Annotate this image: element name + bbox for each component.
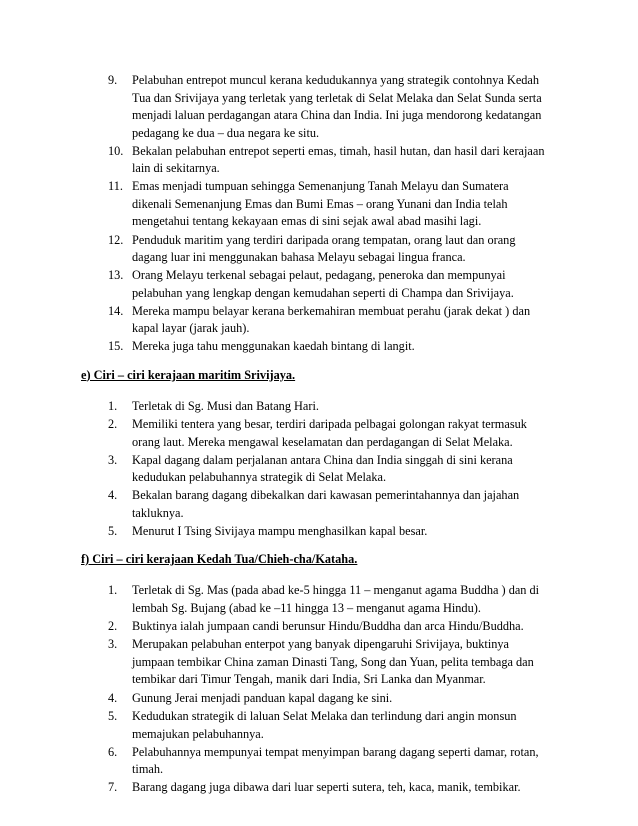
list-item <box>108 690 548 708</box>
list-item <box>108 178 548 231</box>
list-text: Terletak di Sg. Musi dan Batang Hari. <box>132 398 319 413</box>
list-item <box>108 523 548 541</box>
list-number: 7. <box>108 780 118 794</box>
list-item <box>108 779 548 797</box>
list-text: Kedudukan strategik di laluan Selat Melaka dan terlindung dari angin monsun memajukan pelabuhannya. <box>132 709 517 741</box>
list-text: Gunung Jerai menjadi panduan kapal dagang ke sini. <box>132 690 393 705</box>
list-item <box>108 398 548 416</box>
list-item <box>108 744 548 779</box>
list-item <box>108 303 548 338</box>
list-number: 10. <box>108 143 124 158</box>
list-item <box>108 232 548 267</box>
list-number: 11. <box>108 179 123 193</box>
list-item <box>108 416 548 451</box>
list-text: Terletak di Sg. Mas (pada abad ke-5 hingga 11 – menganut agama Buddha ) dan di lembah Sg. Bujang (abad ke –11 hingga 13 – menganut agama Hindu). <box>132 583 540 615</box>
list-number: 6. <box>108 744 118 759</box>
list-text: Merupakan pelabuhan enterpot yang banyak dipengaruhi Srivijaya, buktinya jumpaan tembikar China zaman Dinasti Tang, Song dan Yuan, pelita tembaga dan tembikar dari Timur Tengah, manik dari India, Sri Lanka dan Myanmar. <box>132 637 534 687</box>
list-item <box>108 143 548 178</box>
list-text: Orang Melayu terkenal sebagai pelaut, pedagang, peneroka dan mempunyai pelabuhan yang lengkap dengan kemudahan seperti di Champa dan Srivijaya. <box>132 268 514 300</box>
list-item <box>108 267 548 302</box>
list-number: 1. <box>108 398 118 413</box>
list-number: 13. <box>108 268 124 282</box>
list-text: Penduduk maritim yang terdiri daripada orang tempatan, orang laut dan orang dagang luar ini menggunakan bahasa Melayu sebagai lingua franca. <box>132 232 516 265</box>
list-number: 4. <box>108 488 118 502</box>
list-item <box>108 72 548 142</box>
list-text: Barang dagang juga dibawa dari luar seperti sutera, teh, kaca, manik, tembikar. <box>132 780 521 794</box>
list-text: Mereka mampu belayar kerana berkemahiran membuat perahu (jarak dekat ) dan kapal layar (jarak jauh). <box>132 303 531 336</box>
list-number: 2. <box>108 417 118 431</box>
list-number: 15. <box>108 339 124 353</box>
list-text: Pelabuhan entrepot muncul kerana kedudukannya yang strategik contohnya Kedah Tua dan Srivijaya yang terletak yang terletak di Selat Melaka dan Selat Sunda serta menjadi laluan perdagangan atara China dan India. Ini juga mendorong kedatangan pedagang ke dua – dua negara ke situ. <box>132 73 542 140</box>
list-number: 2. <box>108 618 118 633</box>
list-item <box>108 487 548 522</box>
list-number: 4. <box>108 690 118 705</box>
list-number: 12. <box>108 232 124 247</box>
list-item <box>108 618 548 636</box>
list-number: 3. <box>108 637 118 651</box>
list-text: Memiliki tentera yang besar, terdiri daripada pelbagai golongan rakyat termasuk orang laut. Mereka mengawal keselamatan dan perdagangan di Selat Melaka. <box>132 417 527 449</box>
list-number: 9. <box>108 73 118 87</box>
list-item <box>108 338 548 356</box>
list-number: 14. <box>108 303 124 318</box>
section-heading-e: e) Ciri – ciri kerajaan maritim Srivijaya. <box>81 367 296 382</box>
list-text: Emas menjadi tumpuan sehingga Semenanjung Tanah Melayu dan Sumatera dikenali Semenanjung Emas dan Bumi Emas – orang Yunani dan India telah mengetahui tentang kekayaan emas di sini sejak awal abad masihi lagi. <box>132 179 509 229</box>
list-number: 5. <box>108 709 118 723</box>
list-text: Buktinya ialah jumpaan candi berunsur Hindu/Buddha dan arca Hindu/Buddha. <box>132 618 524 633</box>
list-number: 3. <box>108 452 118 467</box>
list-item <box>108 708 548 743</box>
section-heading-f: f) Ciri – ciri kerajaan Kedah Tua/Chieh-cha/Kataha. <box>81 552 358 566</box>
list-text: Kapal dagang dalam perjalanan antara China dan India singgah di sini kerana kedudukan pelabuhannya strategik di Selat Melaka. <box>132 452 513 485</box>
list-text: Pelabuhannya mempunyai tempat menyimpan barang dagang seperti damar, rotan, timah. <box>132 744 539 777</box>
list-text: Bekalan barang dagang dibekalkan dari kawasan pemerintahannya dan jajahan takluknya. <box>132 488 520 520</box>
list-item <box>108 582 548 617</box>
list-number: 1. <box>108 583 118 597</box>
list-text: Menurut I Tsing Sivijaya mampu menghasilkan kapal besar. <box>132 523 428 538</box>
list-number: 5. <box>108 523 118 538</box>
list-item <box>108 636 548 689</box>
list-text: Bekalan pelabuhan entrepot seperti emas, timah, hasil hutan, dan hasil dari kerajaan lain di sekitarnya. <box>132 143 545 176</box>
list-item <box>108 452 548 487</box>
list-text: Mereka juga tahu menggunakan kaedah bintang di langit. <box>132 339 415 353</box>
